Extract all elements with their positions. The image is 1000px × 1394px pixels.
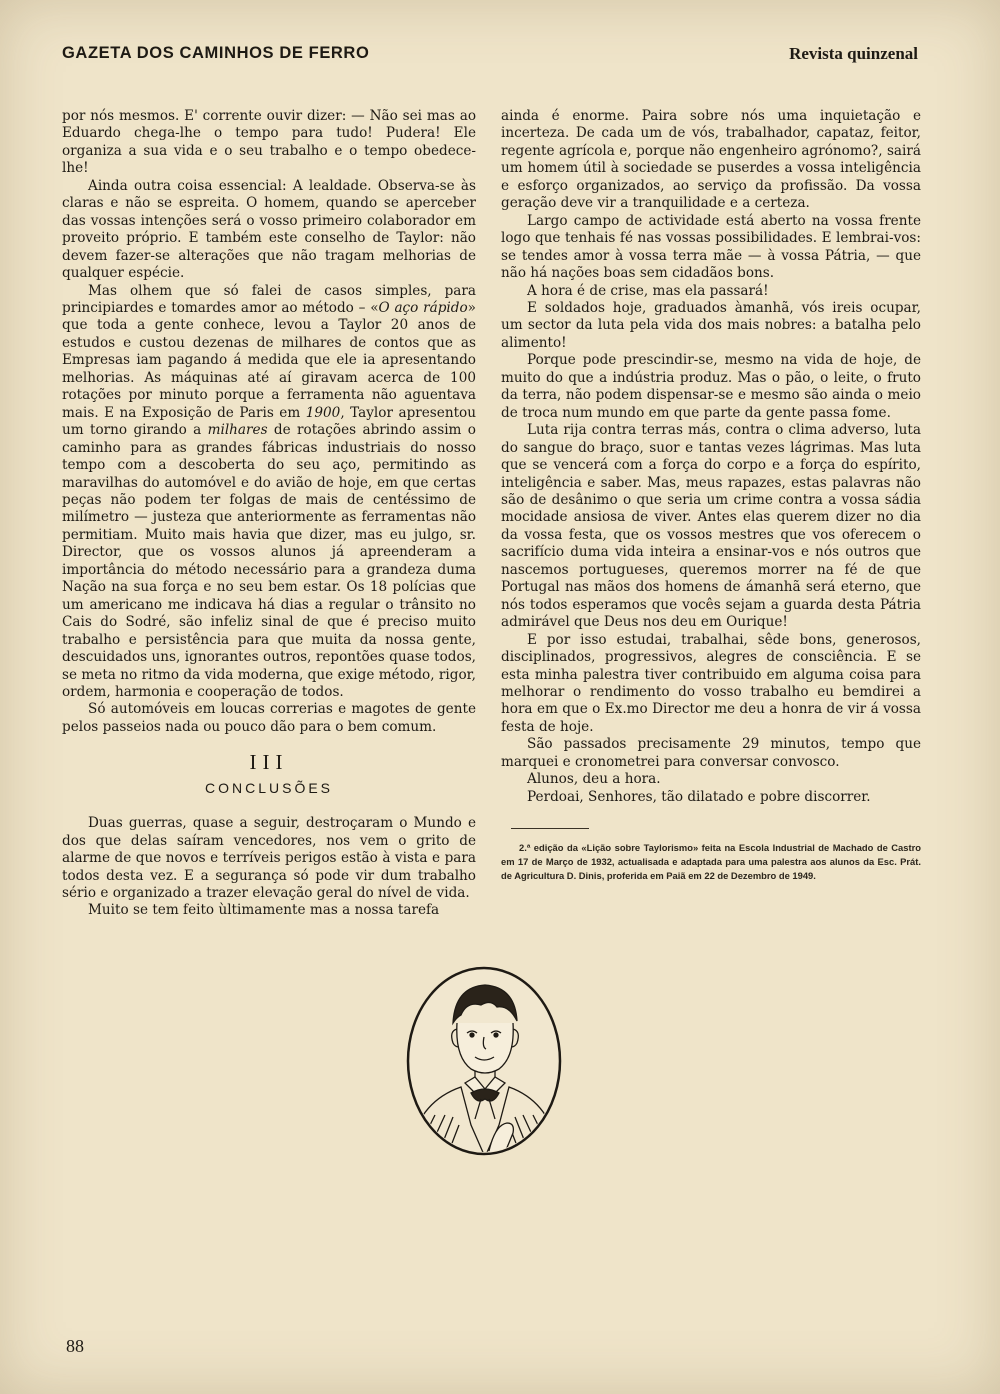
- section-number: III: [249, 750, 289, 775]
- paragraph: E soldados hoje, graduados àmanhã, vós ireis ocupar, um sector da luta pela vida dos mais nobres: a batalha pelo alimento!: [501, 299, 921, 351]
- page-number: 88: [66, 1336, 84, 1356]
- footnote: 2.ª edição da «Lição sobre Taylorismo» feita na Escola Industrial de Machado de Castro em 17 de Março de 1932, actualisada e adaptada para uma palestra aos alunos da Esc. Prát. de Agricultura D. Dinis, proferida em Paiã em 22 de Dezembro de 1949.: [501, 842, 921, 881]
- paragraph: [62, 283, 476, 702]
- footnote-divider: [511, 828, 589, 829]
- paragraph: São passados precisamente 29 minutos, tempo que marquei e cronometrei para conversar convosco.: [501, 736, 921, 770]
- text-run: , Taylor apresentou um torno girando a: [62, 404, 476, 439]
- paragraph: Duas guerras, quase a seguir, destroçaram o Mundo e dos que delas saíram vencedores, nos vem o grito de alarme de que novos e terríveis perigos estão à vista e para todos desta vez. E a segurança só pode vir dum trabalho sério e organizado a trazer elevação geral do nível de vida.: [62, 815, 476, 902]
- paragraph: ainda é enorme. Paira sobre nós uma inquietação e incerteza. De cada um de vós, trabalhador, capataz, feitor, regente agrícola e, porque não engenheiro agrónomo?, sairá um homem útil à sociedade se puserdes a vossa inteligência e esforço organizados, ao serviço da profissão. Da vossa geração deve vir a tranquilidade e a certeza.: [501, 108, 921, 212]
- paragraph: Só automóveis em loucas correrias e magotes de gente pelos passeios nada ou pouco dão para o bem comum.: [62, 701, 476, 735]
- journal-subtitle: Revista quinzenal: [789, 44, 918, 63]
- section-title: CONCLUSÕES: [204, 779, 334, 796]
- text-run: de rotações abrindo assim o caminho para as grandes fábricas industriais do nosso tempo com a descoberta do seu aço, permitindo as maravilhas do automóvel e do avião de hoje, em que certas peças não podem ter folgas de mais de centéssimo de milímetro — justeza que anteriormente as ferramentas não permitiam. Muito mais havia que dizer, mas eu julgo, sr. Director, que os vossos alunos já apreenderam a importância do método necessário para a grandeza duma Nação na sua força e no seu bem estar. Os 18 polícias que um americano me indicava há dias a regular o trânsito no Cais do Sodré, são infeliz sinal de que é preciso muito trabalho e persistência para que muita da nossa gente, descuidados uns, ignorantes outros, repontões quase todos, se meta no ritmo da vida moderna, que exige método, rigor, ordem, harmonia e cooperação de todos.: [62, 422, 476, 700]
- italic-text: milhares: [207, 422, 268, 439]
- paragraph: Luta rija contra terras más, contra o clima adverso, luta do sangue do braço, suor e tantas vezes lágrimas. Mas luta que se vencerá com a força do corpo e a força do espírito, inteligência e saber. Mas, meus rapazes, estas palavras não são de desânimo o que seria um crime contra a vossa sádia mocidade ansiosa de viver. Antes elas querem dizer no dia da vossa festa, que os vossos mestres que vos oferecem o sacrifício duma vida inteira a ensinar-vos e nós outros que nascemos portugueses, queremos morrer na fé de que Portugal nas mãos dos homens de ámanhã será eterno, que nós todos esperamos que vocês sejam a guarda desta Pátria admirável que Deus nos deu em Ourique!: [501, 422, 921, 631]
- right-column: [501, 108, 921, 883]
- left-column: [62, 108, 476, 920]
- boy-portrait-illustration: [405, 965, 563, 1157]
- paragraph: E por isso estudai, trabalhai, sêde bons, generosos, disciplinados, progressivos, alegres de consciência. E se esta minha palestra tiver contribuido em alguma coisa para melhorar o rendimento do vosso trabalho eu bemdirei a hora em que o Ex.mo Director me deu a honra de vir á vossa festa de hoje.: [501, 631, 921, 735]
- paragraph: Perdoai, Senhores, tão dilatado e pobre discorrer.: [527, 788, 871, 805]
- journal-title: GAZETA DOS CAMINHOS DE FERRO: [62, 44, 370, 62]
- paragraph: A hora é de crise, mas ela passará!: [527, 282, 769, 299]
- paragraph: Ainda outra coisa essencial: A lealdade. Observa-se às claras e não se espreita. O homem, quando se aperceber das vossas intenções será o vosso primeiro colaborador em proveito próprio. E também este conselho de Taylor: não devem fazer-se alterações que não tragam melhorias de qualquer espécie.: [62, 177, 476, 282]
- paragraph: Largo campo de actividade está aberto na vossa frente logo que tenhais fé nas vossas possibilidades. E lembrai-vos: se tendes amor à vossa terra mãe — à vossa Pátria, — que não há nações boas sem cidadãos bons.: [501, 212, 921, 282]
- italic-text: O aço rápido: [378, 299, 468, 316]
- italic-text: 1900: [305, 404, 341, 421]
- paragraph: Alunos, deu a hora.: [527, 771, 661, 788]
- paragraph: Muito se tem feito ùltimamente mas a nossa tarefa: [88, 902, 440, 919]
- paragraph: por nós mesmos. E' corrente ouvir dizer: — Não sei mas ao Eduardo chega-lhe o tempo para tudo! Pudera! Ele organiza a sua vida e o seu trabalho e o tempo obedece-lhe!: [62, 108, 476, 177]
- text-run: » que toda a gente conhece, levou a Taylor 20 anos de estudos e custou dezenas de milhares de contos que as Empresas iam pagando á medida que ele ia apresentando melhorias. As máquinas até aí giravam acerca de 100 rotações por minuto porque a ferramenta não aguentava mais. E na Exposição de Paris em: [62, 299, 476, 421]
- text-run: Mas olhem que só falei de casos simples, para principiardes e tomardes amor ao método – «: [62, 282, 476, 316]
- paragraph: Porque pode prescindir-se, mesmo na vida de hoje, de muito do que a indústria produz. Mas o pão, o leite, o fruto da terra, não podem dispensar-se e mesmo são ainda o meio de troca num mundo em que parte da gente passa fome.: [501, 352, 921, 421]
